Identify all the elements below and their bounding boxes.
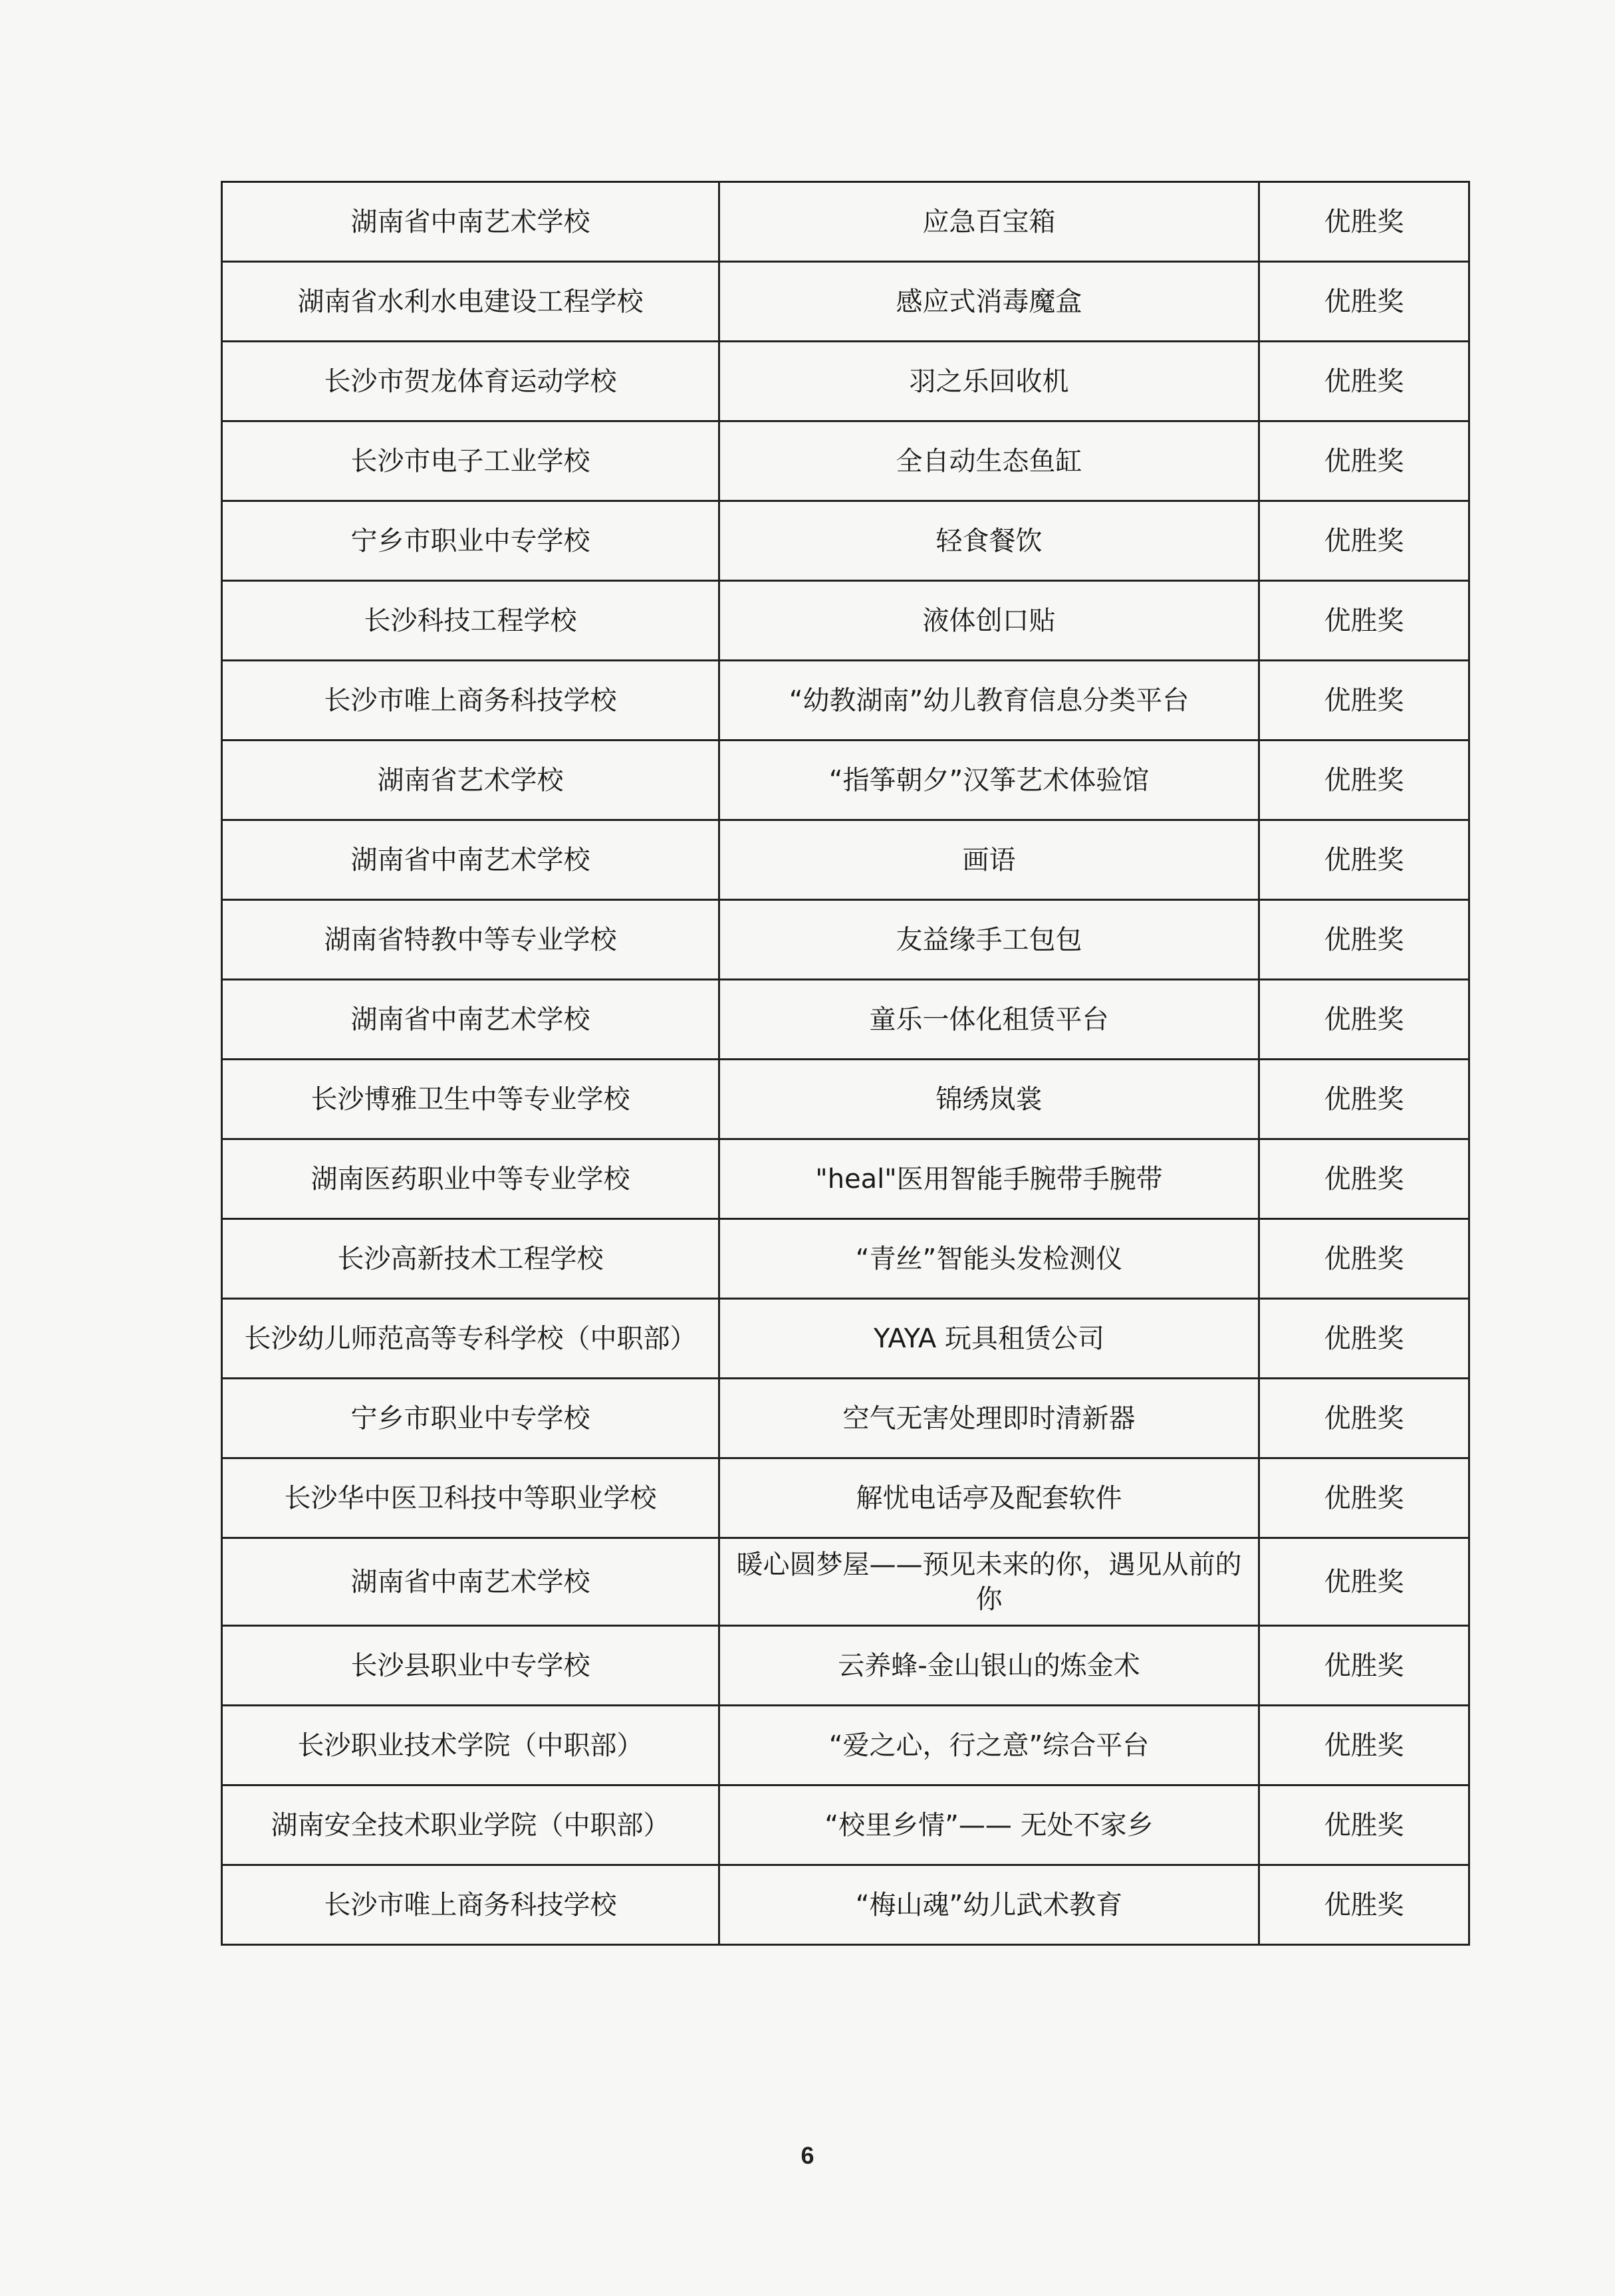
award-cell: 优胜奖 [1259, 980, 1469, 1060]
project-cell: 应急百宝箱 [719, 182, 1259, 262]
school-cell: 长沙科技工程学校 [222, 581, 719, 661]
award-cell: 优胜奖 [1259, 1219, 1469, 1299]
awards-table-body [222, 182, 1469, 1945]
table-row [222, 1865, 1469, 1945]
school-cell: 湖南省中南艺术学校 [222, 820, 719, 900]
table-row [222, 741, 1469, 820]
school-cell: 长沙市贺龙体育运动学校 [222, 342, 719, 421]
school-cell: 湖南省艺术学校 [222, 741, 719, 820]
school-cell: 湖南省特教中等专业学校 [222, 900, 719, 980]
award-cell: 优胜奖 [1259, 900, 1469, 980]
school-cell: 湖南省水利水电建设工程学校 [222, 262, 719, 342]
school-cell: 长沙市电子工业学校 [222, 421, 719, 501]
table-row [222, 1538, 1469, 1626]
school-cell: 宁乡市职业中专学校 [222, 501, 719, 581]
school-cell: 长沙县职业中专学校 [222, 1626, 719, 1706]
award-cell: 优胜奖 [1259, 661, 1469, 741]
project-cell: 画语 [719, 820, 1259, 900]
award-cell: 优胜奖 [1259, 741, 1469, 820]
table-row [222, 342, 1469, 421]
table-row [222, 1706, 1469, 1785]
award-cell: 优胜奖 [1259, 342, 1469, 421]
table-row [222, 501, 1469, 581]
school-cell: 长沙职业技术学院（中职部） [222, 1706, 719, 1785]
project-cell: “校里乡情”—— 无处不家乡 [719, 1785, 1259, 1865]
table-row [222, 1785, 1469, 1865]
project-cell: “指筝朝夕”汉筝艺术体验馆 [719, 741, 1259, 820]
project-cell: “爱之心，行之意”综合平台 [719, 1706, 1259, 1785]
award-cell: 优胜奖 [1259, 1785, 1469, 1865]
school-cell: 长沙高新技术工程学校 [222, 1219, 719, 1299]
award-cell: 优胜奖 [1259, 1538, 1469, 1626]
award-cell: 优胜奖 [1259, 1379, 1469, 1458]
project-cell: 童乐一体化租赁平台 [719, 980, 1259, 1060]
award-cell: 优胜奖 [1259, 421, 1469, 501]
school-cell: 湖南省中南艺术学校 [222, 1538, 719, 1626]
table-row [222, 980, 1469, 1060]
table-row [222, 1626, 1469, 1706]
table-row [222, 182, 1469, 262]
award-cell: 优胜奖 [1259, 1458, 1469, 1538]
table-row [222, 1060, 1469, 1139]
table-row [222, 661, 1469, 741]
project-cell: “幼教湖南”幼儿教育信息分类平台 [719, 661, 1259, 741]
project-cell: 友益缘手工包包 [719, 900, 1259, 980]
school-cell: 湖南安全技术职业学院（中职部） [222, 1785, 719, 1865]
award-cell: 优胜奖 [1259, 1706, 1469, 1785]
project-cell: 轻食餐饮 [719, 501, 1259, 581]
project-cell: 空气无害处理即时清新器 [719, 1379, 1259, 1458]
school-cell: 湖南省中南艺术学校 [222, 182, 719, 262]
table-row [222, 900, 1469, 980]
project-cell: 解忧电话亭及配套软件 [719, 1458, 1259, 1538]
project-cell: "heal"医用智能手腕带手腕带 [719, 1139, 1259, 1219]
awards-table [221, 181, 1470, 1946]
award-cell: 优胜奖 [1259, 182, 1469, 262]
award-cell: 优胜奖 [1259, 820, 1469, 900]
table-row [222, 820, 1469, 900]
award-cell: 优胜奖 [1259, 1626, 1469, 1706]
project-cell: 暖心圆梦屋——预见未来的你，遇见从前的你 [719, 1538, 1259, 1626]
project-cell: YAYA 玩具租赁公司 [719, 1299, 1259, 1379]
school-cell: 长沙博雅卫生中等专业学校 [222, 1060, 719, 1139]
table-row [222, 1299, 1469, 1379]
school-cell: 长沙市唯上商务科技学校 [222, 661, 719, 741]
table-row [222, 421, 1469, 501]
award-cell: 优胜奖 [1259, 262, 1469, 342]
project-cell: “梅山魂”幼儿武术教育 [719, 1865, 1259, 1945]
project-cell: 云养蜂-金山银山的炼金术 [719, 1626, 1259, 1706]
table-row [222, 1139, 1469, 1219]
project-cell: 全自动生态鱼缸 [719, 421, 1259, 501]
award-cell: 优胜奖 [1259, 1060, 1469, 1139]
school-cell: 长沙市唯上商务科技学校 [222, 1865, 719, 1945]
school-cell: 宁乡市职业中专学校 [222, 1379, 719, 1458]
project-cell: 液体创口贴 [719, 581, 1259, 661]
award-cell: 优胜奖 [1259, 1865, 1469, 1945]
table-row [222, 1219, 1469, 1299]
school-cell: 湖南省中南艺术学校 [222, 980, 719, 1060]
project-cell: “青丝”智能头发检测仪 [719, 1219, 1259, 1299]
page-number: 6 [801, 2142, 814, 2169]
school-cell: 长沙华中医卫科技中等职业学校 [222, 1458, 719, 1538]
school-cell: 湖南医药职业中等专业学校 [222, 1139, 719, 1219]
table-row [222, 1379, 1469, 1458]
project-cell: 羽之乐回收机 [719, 342, 1259, 421]
table-row [222, 581, 1469, 661]
award-cell: 优胜奖 [1259, 1139, 1469, 1219]
project-cell: 锦绣岚裳 [719, 1060, 1259, 1139]
award-cell: 优胜奖 [1259, 501, 1469, 581]
table-row [222, 262, 1469, 342]
table-row [222, 1458, 1469, 1538]
award-cell: 优胜奖 [1259, 581, 1469, 661]
project-cell: 感应式消毒魔盒 [719, 262, 1259, 342]
award-cell: 优胜奖 [1259, 1299, 1469, 1379]
school-cell: 长沙幼儿师范高等专科学校（中职部） [222, 1299, 719, 1379]
